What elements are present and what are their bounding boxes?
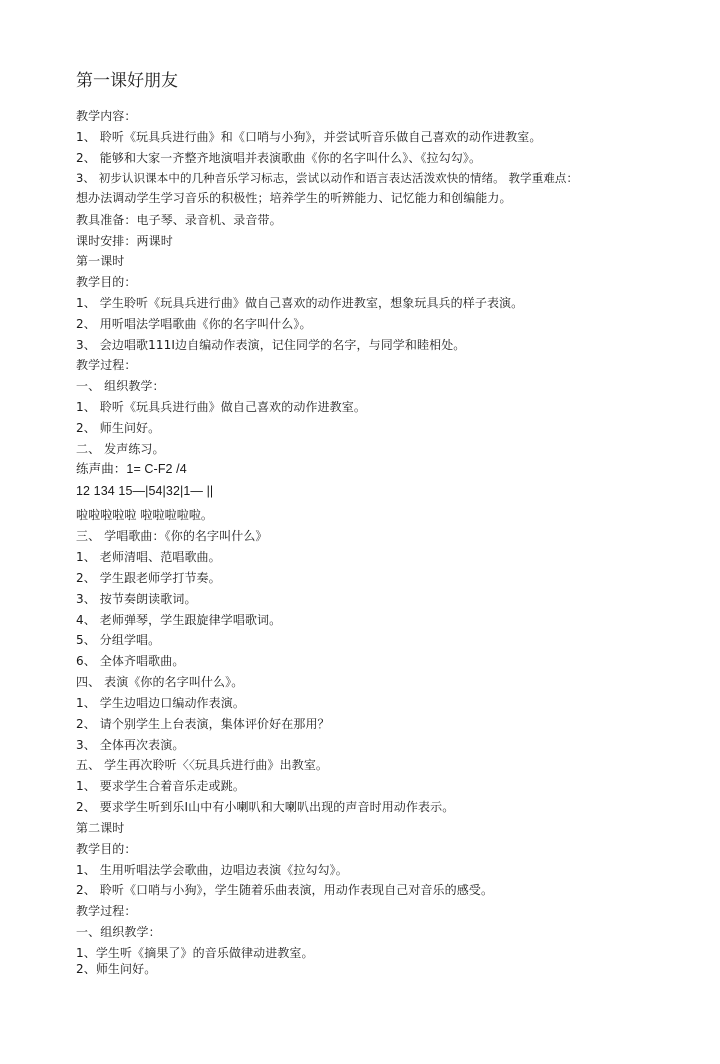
text-line: 教学过程：: [76, 358, 137, 372]
text-line: 1、学生听《摘果了》的音乐做律动进教室。: [76, 946, 314, 960]
text-line: 教学内容：: [76, 109, 137, 123]
text-line: 想办法调动学生学习音乐的积极性；培养学生的听辨能力、记忆能力和创编能力。: [76, 191, 512, 205]
text-line: 二、 发声练习。: [76, 442, 165, 456]
text-line: 2、 聆听《口哨与小狗》，学生随着乐曲表演，用动作表现自己对音乐的感受。: [76, 883, 494, 897]
text-line: 1、 学生聆听《玩具兵进行曲》做自己喜欢的动作进教室，想象玩具兵的样子表演。: [76, 296, 524, 310]
text-line: 教具准备：电子琴、录音机、录音带。: [76, 213, 282, 227]
text-line: 三、 学唱歌曲：《你的名字叫什么》: [76, 529, 268, 543]
text-line: 2、 用听唱法学唱歌曲《你的名字叫什么》。: [76, 317, 312, 331]
text-line: 12 134 15—|54|32|1— ||: [76, 484, 214, 498]
text-line: 3、 会边唱歌111I边自编动作表演，记住同学的名字，与同学和睦相处。: [76, 338, 466, 352]
text-line: 练声曲：1= C-F2 /4: [76, 462, 187, 476]
text-line: 一、 组织教学：: [76, 379, 165, 393]
text-line: 第一课时: [76, 254, 125, 268]
text-line: 3、 全体再次表演。: [76, 738, 185, 752]
text-line: 2、 师生问好。: [76, 421, 161, 435]
text-line: 2、 要求学生听到乐I山中有小喇叭和大喇叭出现的声音时用动作表示。: [76, 800, 455, 814]
text-line: 教学目的：: [76, 842, 137, 856]
text-line: 课时安排：两课时: [76, 234, 173, 248]
text-line: 2、 学生跟老师学打节奏。: [76, 571, 221, 585]
text-line: 3、 初步认识课本中的几种音乐学习标志，尝试以动作和语言表达活泼欢快的情绪。 教学重难点：: [76, 171, 579, 185]
text-line: 1、 学生边唱边口编动作表演。: [76, 696, 245, 710]
text-line: 1、 聆听《玩具兵进行曲》和《口哨与小狗》，并尝试听音乐做自己喜欢的动作进教室。: [76, 130, 542, 144]
text-line: 2、师生问好。: [76, 962, 157, 976]
text-line: 一、组织教学：: [76, 925, 161, 939]
text-line: 第二课时: [76, 821, 125, 835]
text-line: 2、 能够和大家一齐整齐地演唱并表演歌曲《你的名字叫什么》、《拉勾勾》。: [76, 151, 482, 165]
text-line: 四、 表演《你的名字叫什么》。: [76, 675, 244, 689]
document-title: 第一课好朋友: [76, 71, 178, 91]
text-line: 3、 按节奏朗读歌词。: [76, 592, 197, 606]
text-line: 4、 老师弹琴，学生跟旋律学唱歌词。: [76, 613, 282, 627]
text-line: 1、 聆听《玩具兵进行曲》做自己喜欢的动作进教室。: [76, 400, 366, 414]
text-line: 5、 分组学唱。: [76, 633, 161, 647]
text-line: 教学过程：: [76, 904, 137, 918]
text-line: 1、 老师清唱、范唱歌曲。: [76, 550, 221, 564]
text-line: 教学目的：: [76, 275, 137, 289]
text-line: 1、 生用听唱法学会歌曲，边唱边表演《拉勾勾》。: [76, 863, 348, 877]
text-line: 啦啦啦啦啦 啦啦啦啦啦。: [76, 508, 214, 522]
text-line: 1、 要求学生合着音乐走或跳。: [76, 779, 245, 793]
text-line: 五、 学生再次聆听〈〈玩具兵进行曲》出教室。: [76, 758, 329, 772]
text-line: 6、 全体齐唱歌曲。: [76, 654, 185, 668]
text-line: 2、 请个别学生上台表演，集体评价好在那用？: [76, 717, 330, 731]
